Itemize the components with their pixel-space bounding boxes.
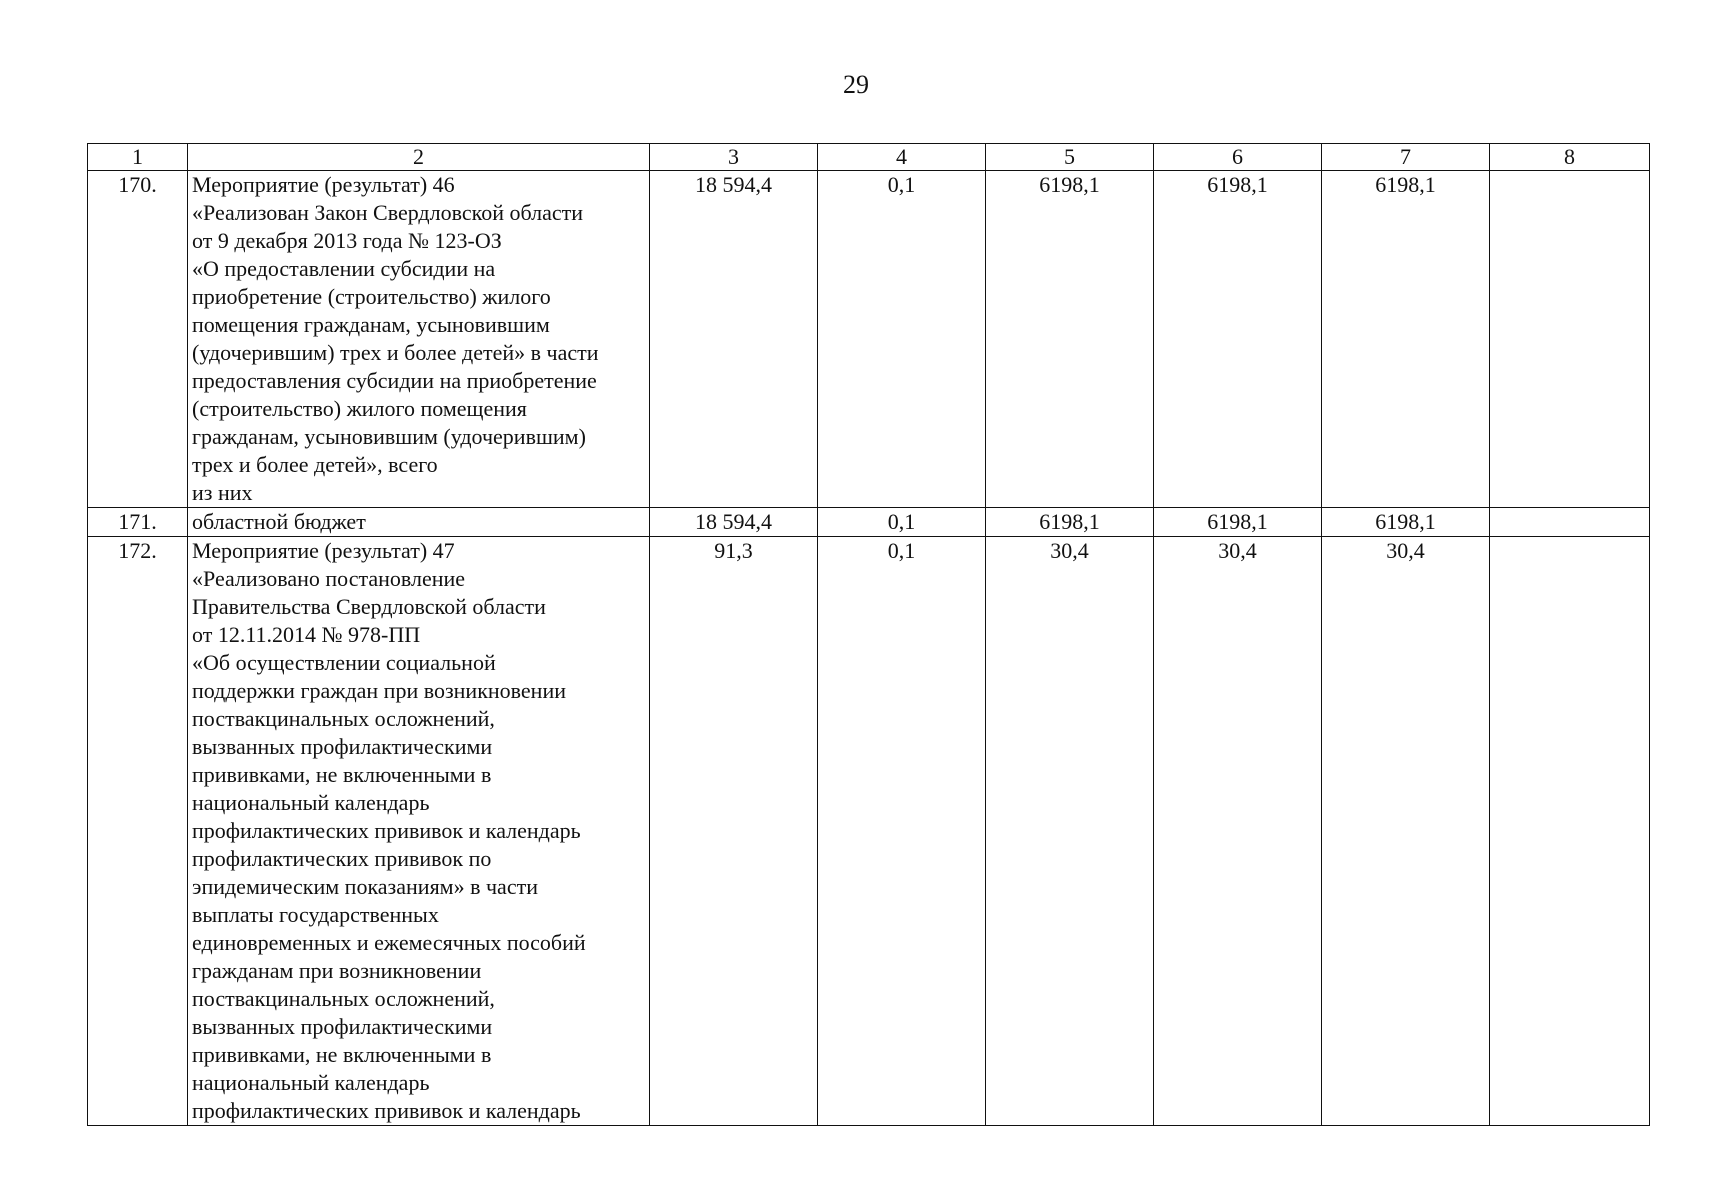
description-line: национальный календарь [192,790,430,815]
cell-col-6: 6198,1 [1154,171,1322,508]
column-header: 6 [1154,144,1322,171]
table-row-170 [88,171,1650,508]
description-line: выплаты государственных [192,902,439,927]
cell-col-6: 30,4 [1154,537,1322,1126]
row-number: 172. [88,537,188,1126]
description-line: предоставления субсидии на приобретение [192,368,597,393]
cell-col-8 [1490,171,1650,508]
column-header: 8 [1490,144,1650,171]
column-header: 1 [88,144,188,171]
row-description [188,171,650,508]
page-number: 29 [843,70,869,99]
description-line: (удочерившим) трех и более детей» в части [192,340,599,365]
row-number: 171. [88,508,188,537]
cell-col-5: 6198,1 [986,508,1154,537]
row-description [188,508,650,537]
cell-col-8 [1490,537,1650,1126]
description-line: помещения гражданам, усыновившим [192,312,550,337]
description-line: единовременных и ежемесячных пособий [192,930,586,955]
row-description [188,537,650,1126]
description-line: Мероприятие (результат) 46 [192,172,455,197]
description-line: из них [192,480,253,505]
table-header-row [88,144,1650,171]
description-line: «Об осуществлении социальной [192,650,496,675]
description-line: прививками, не включенными в [192,1042,492,1067]
cell-col-3: 91,3 [650,537,818,1126]
row-number: 170. [88,171,188,508]
description-line: «Реализован Закон Свердловской области [192,200,584,225]
description-line: профилактических прививок и календарь [192,1098,581,1123]
description-line: гражданам при возникновении [192,958,482,983]
description-line: поствакцинальных осложнений, [192,706,495,731]
cell-col-8 [1490,508,1650,537]
description-line: гражданам, усыновившим (удочерившим) [192,424,586,449]
description-line: приобретение (строительство) жилого [192,284,551,309]
description-line: от 9 декабря 2013 года № 123-ОЗ [192,228,502,253]
description-line: «Реализовано постановление [192,566,466,591]
column-header: 4 [818,144,986,171]
cell-col-5: 6198,1 [986,171,1154,508]
description-line: прививками, не включенными в [192,762,492,787]
cell-col-6: 6198,1 [1154,508,1322,537]
cell-col-4: 0,1 [818,171,986,508]
cell-col-4: 0,1 [818,537,986,1126]
column-header: 3 [650,144,818,171]
description-line: (строительство) жилого помещения [192,396,527,421]
description-line: вызванных профилактическими [192,1014,493,1039]
description-line: трех и более детей», всего [192,452,438,477]
description-line: областной бюджет [192,509,366,534]
description-line: профилактических прививок по [192,846,492,871]
cell-col-7: 6198,1 [1322,171,1490,508]
cell-col-5: 30,4 [986,537,1154,1126]
description-line: поствакцинальных осложнений, [192,986,495,1011]
cell-col-4: 0,1 [818,508,986,537]
program-table [87,143,1650,1126]
cell-col-7: 30,4 [1322,537,1490,1126]
cell-col-3: 18 594,4 [650,508,818,537]
description-line: вызванных профилактическими [192,734,493,759]
description-line: Мероприятие (результат) 47 [192,538,455,563]
description-line: национальный календарь [192,1070,430,1095]
description-line: Правительства Свердловской области [192,594,546,619]
description-line: эпидемическим показаниям» в части [192,874,538,899]
table-row-171 [88,508,1650,537]
table-row-172 [88,537,1650,1126]
cell-col-7: 6198,1 [1322,508,1490,537]
description-line: «О предоставлении субсидии на [192,256,496,281]
column-header: 2 [188,144,650,171]
description-line: поддержки граждан при возникновении [192,678,566,703]
description-line: от 12.11.2014 № 978-ПП [192,622,421,647]
cell-col-3: 18 594,4 [650,171,818,508]
description-line: профилактических прививок и календарь [192,818,581,843]
column-header: 7 [1322,144,1490,171]
column-header: 5 [986,144,1154,171]
